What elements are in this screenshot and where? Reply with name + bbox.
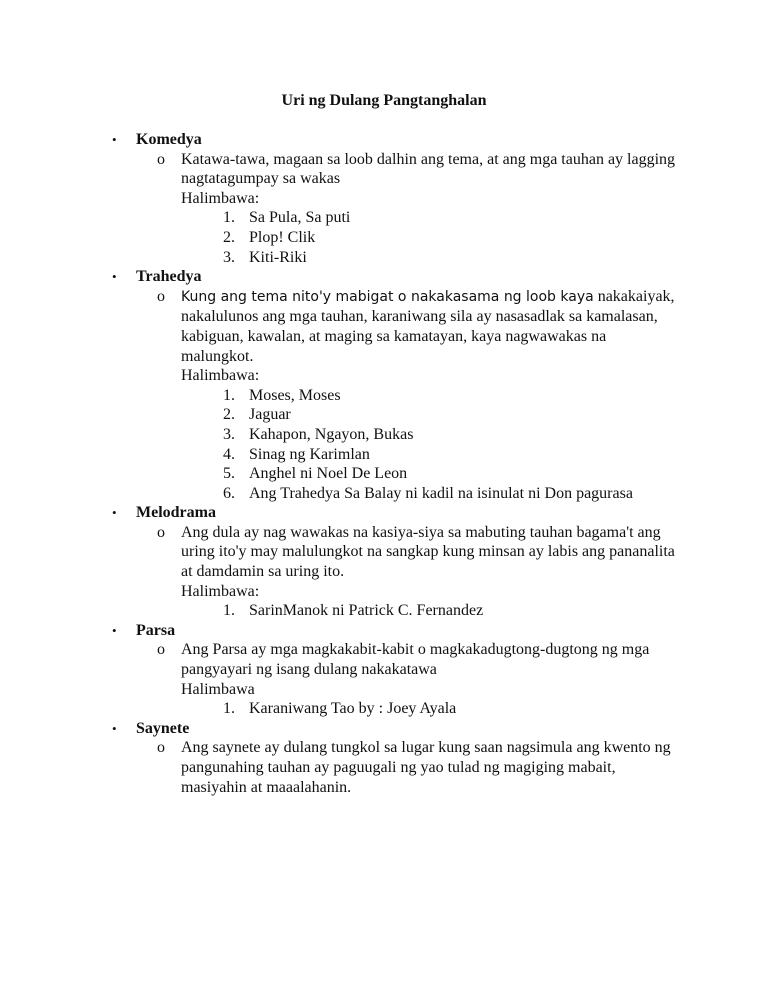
bullet-marker: • [112, 132, 117, 147]
section-heading [0, 719, 768, 739]
title-text: Uri ng Dulang Pangtanghalan [281, 92, 487, 109]
section-description: Ang saynete ay dulang tungkol sa lugar kung saan nagsimula ang kwento ng pangunahing tauhan ay paguugali ng yao tulad ng magiging mabait, masiyahin at maaalahanin. [181, 739, 671, 796]
section-entry [0, 150, 681, 209]
example-list [0, 699, 768, 719]
section-label: Parsa [136, 621, 176, 639]
section-description: Katawa-tawa, magaan sa loob dalhin ang tema, at ang mga tauhan ay lagging nagtatagumpay sa wakas [181, 150, 676, 188]
section-melodrama [0, 503, 768, 621]
section-heading [0, 130, 768, 150]
example-list [0, 601, 768, 621]
example-text: Jaguar [249, 406, 291, 424]
example-number: 2. [223, 406, 235, 424]
example-text: Plop! Clik [249, 228, 316, 246]
example-text: Moses, Moses [249, 386, 341, 404]
section-heading [0, 267, 768, 287]
sub-bullet-marker: o [157, 523, 165, 541]
section-saynete [0, 719, 768, 797]
example-item [0, 405, 768, 425]
example-list [0, 386, 768, 504]
section-parsa [0, 621, 768, 719]
example-item [0, 445, 768, 465]
section-entry [0, 523, 681, 601]
example-item [0, 425, 768, 445]
example-number: 6. [223, 484, 235, 502]
example-item [0, 699, 768, 719]
section-description: Ang Parsa ay mga magkakabit-kabit o magkakadugtong-dugtong ng mga pangyayari ng isang dulang nakakatawa [181, 641, 650, 679]
example-item [0, 484, 768, 504]
sub-bullet-marker: o [157, 739, 165, 757]
section-heading [0, 503, 768, 523]
section-heading [0, 621, 768, 641]
example-text: Sinag ng Karimlan [249, 445, 370, 463]
example-number: 1. [223, 700, 235, 718]
example-item [0, 228, 768, 248]
example-text: Anghel ni Noel De Leon [249, 465, 408, 483]
section-label: Komedya [136, 131, 202, 148]
section-description [181, 287, 681, 366]
example-list [0, 208, 768, 267]
section-entry [0, 738, 681, 797]
halimbawa-label: Halimbawa: [181, 189, 260, 207]
bullet-marker: • [112, 622, 117, 638]
bullet-marker: • [112, 505, 117, 521]
section-trahedya [0, 267, 768, 503]
example-number: 2. [223, 228, 235, 246]
example-number: 1. [223, 602, 235, 620]
example-number: 3. [223, 248, 235, 266]
halimbawa-label: Halimbawa [181, 680, 255, 698]
section-list [0, 130, 768, 797]
example-text: Kiti-Riki [249, 248, 307, 266]
sub-bullet-marker: o [157, 641, 165, 659]
example-number: 4. [223, 445, 235, 463]
bullet-marker: • [112, 269, 117, 285]
example-number: 1. [223, 209, 235, 227]
description-serif-part: nakakaiyak, nakalulunos ang mga tauhan, karaniwang sila ay nasasadlak sa kamalasan, kabiguan, kawalan, at maging sa kamatayan, kaya nagwawakas na malungkot. [181, 287, 675, 365]
example-text: Sa Pula, Sa puti [249, 209, 351, 227]
example-text: Kahapon, Ngayon, Bukas [249, 425, 414, 443]
example-number: 3. [223, 425, 235, 443]
example-item [0, 464, 768, 484]
example-text: Karaniwang Tao by : Joey Ayala [249, 700, 457, 718]
example-number: 1. [223, 386, 235, 404]
section-label: Trahedya [136, 268, 202, 286]
halimbawa-label: Halimbawa: [181, 367, 260, 385]
section-label: Saynete [136, 719, 190, 737]
section-entry [0, 640, 681, 699]
sub-bullet-marker: o [157, 150, 165, 168]
section-komedya [0, 130, 768, 267]
example-item [0, 208, 768, 228]
section-label: Melodrama [136, 504, 216, 522]
example-number: 5. [223, 465, 235, 483]
example-item [0, 386, 768, 406]
document-title [0, 91, 768, 111]
example-item [0, 601, 768, 621]
section-entry [0, 287, 681, 386]
example-item [0, 248, 768, 268]
bullet-marker: • [112, 720, 117, 736]
section-description: Ang dula ay nag wawakas na kasiya-siya sa mabuting tauhan bagama't ang uring ito'y may malulungkot na sangkap kung minsan ay labis ang pananalita at damdamin sa uring ito. [181, 523, 675, 581]
example-text: Ang Trahedya Sa Balay ni kadil na isinulat ni Don pagurasa [249, 484, 633, 502]
example-text: SarinManok ni Patrick C. Fernandez [249, 602, 484, 620]
halimbawa-label: Halimbawa: [181, 582, 260, 600]
sub-bullet-marker: o [157, 287, 165, 305]
description-sans-part: Kung ang tema nito'y mabigat o nakakasama ng loob kaya [181, 288, 594, 305]
